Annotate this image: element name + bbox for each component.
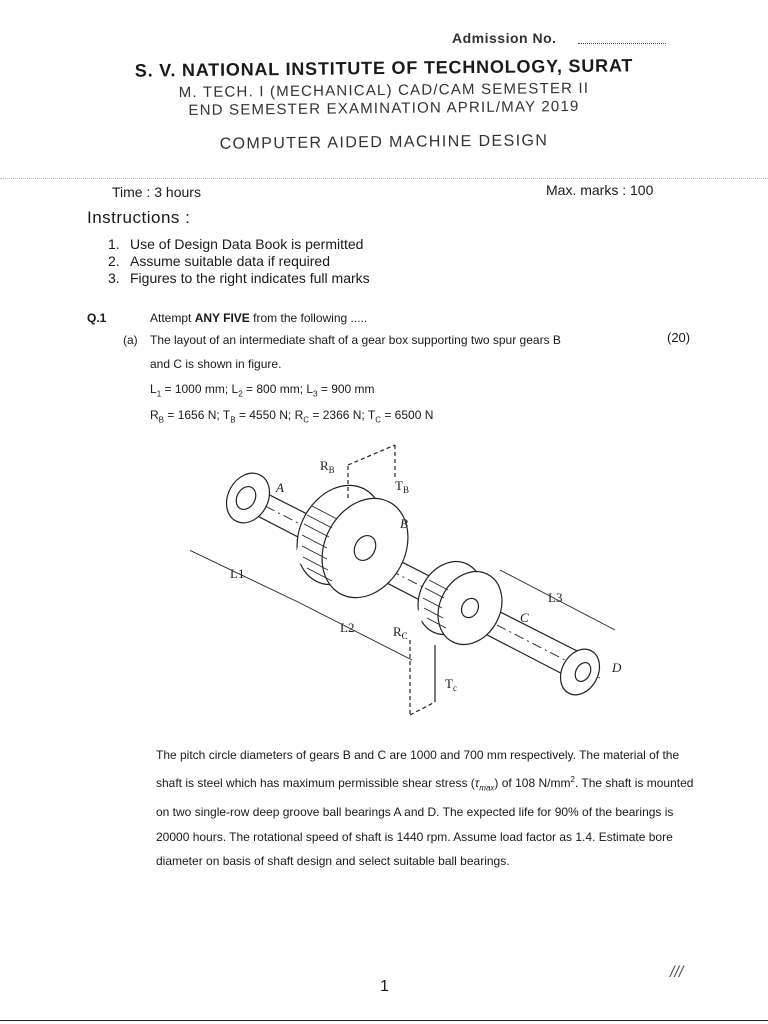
- label-l1: L1: [230, 566, 245, 581]
- given-lengths: $L_1 = 1000$ mm; $L_2 = 800$ mm; $L_3 = 900$ mm: [150, 382, 375, 399]
- length-l3: 900 mm: [331, 382, 375, 396]
- instruction-text: Use of Design Data Book is permitted: [130, 236, 364, 252]
- length-l2: 800 mm;: [256, 382, 304, 396]
- intro-text: Attempt: [150, 311, 195, 325]
- max-marks: Max. marks : 100: [546, 182, 654, 198]
- instruction-item: [108, 253, 370, 270]
- exam-duration: Time : 3 hours: [112, 184, 201, 200]
- admission-number-label: Admission No.: [452, 30, 557, 46]
- instructions-list: [108, 236, 370, 287]
- label-a: A: [276, 480, 284, 495]
- instruction-number: 2.: [108, 253, 120, 269]
- label-d: D: [612, 660, 622, 675]
- instruction-item: [108, 236, 370, 253]
- instructions-heading: Instructions :: [87, 208, 191, 227]
- handwritten-margin-mark: ///: [670, 964, 684, 981]
- instruction-text: Figures to the right indicates full marks: [130, 270, 370, 286]
- intro-emphasis: ANY FIVE: [194, 311, 250, 325]
- part-text: The layout of an intermediate shaft of a gear box supporting two spur gears B: [150, 333, 561, 347]
- force-tb: 4550 N;: [249, 408, 292, 422]
- subject-title: COMPUTER AIDED MACHINE DESIGN: [219, 132, 549, 153]
- label-c: C: [520, 610, 529, 625]
- page-bottom-rule: [0, 1020, 768, 1021]
- question-intro: [150, 311, 367, 325]
- question-paragraph: The pitch circle diameters of gears B and C are 1000 and 700 mm respectively. The material of the shaft is steel which has maximum permissible shear stress $(\tau_{max})$ of 108 $N/mm^2$. The shaft is mounted on two single-row deep groove ball bearings A and D. The expected life for 90% of the bearings is 20000 hours. The rotational speed of shaft is 1440 rpm. Assume load factor as 1.4. Estimate bore diameter on basis of shaft design and select suitable ball bearings.: [156, 748, 694, 869]
- paragraph-text: of 108 N/mm: [501, 775, 571, 790]
- length-l1: 1000 mm;: [174, 382, 229, 396]
- paragraph-text: The pitch circle diameters of gears B and C are 1000 and 700 mm respectively. The material of the shaft is steel which has maximum permissible shear stress: [156, 748, 680, 790]
- instruction-number: 3.: [108, 270, 120, 286]
- rc-leader: [410, 702, 435, 715]
- instruction-item: [108, 270, 370, 287]
- part-marks: (20): [667, 330, 691, 345]
- question-number: Q.1: [87, 311, 107, 325]
- page-number: 1: [380, 978, 389, 995]
- admission-number-blank: [578, 43, 666, 44]
- bearing-a: [218, 466, 278, 531]
- label-rc: $R_C$: [393, 624, 408, 641]
- instruction-text: Assume suitable data if required: [130, 253, 330, 269]
- course-line: M. TECH. I (MECHANICAL) CAD/CAM SEMESTER II: [178, 79, 590, 102]
- force-tc: 6500 N: [394, 408, 434, 422]
- shaft-diagram: [190, 440, 660, 730]
- scan-dotted-divider: [0, 178, 768, 179]
- force-rb: 1656 N;: [177, 408, 220, 422]
- institute-title: S. V. NATIONAL INSTITUTE OF TECHNOLOGY, SURAT: [134, 55, 634, 81]
- bearing-d: [553, 642, 607, 701]
- label-b: B: [400, 516, 408, 531]
- part-text-continued: and C is shown in figure.: [150, 357, 282, 371]
- label-l2: L2: [340, 620, 355, 635]
- shaft-layout-figure: [190, 440, 660, 730]
- shaft-edge-top: [250, 485, 585, 655]
- label-l3: L3: [548, 590, 563, 605]
- part-label: (a): [123, 333, 138, 347]
- given-forces: $R_B = 1656$ N; $T_B = 4550$ N; $R_C = 2366$ N; $T_C = 6500$ N: [150, 408, 434, 425]
- force-rc: 2366 N;: [322, 408, 365, 422]
- instruction-number: 1.: [108, 236, 120, 252]
- label-tb: $T_B$: [395, 478, 409, 495]
- paragraph-text: . The shaft is mounted on two single-row deep groove ball bearings A and D. The expected life for 90% of the bearings is 20000 hours. The rotational speed of shaft is 1440 rpm. Assume load factor as 1.4. Estimate bore diameter on basis of shaft design and select suitable ball bearings.: [156, 775, 694, 869]
- label-tc: $T_c$: [445, 676, 457, 693]
- exam-line: END SEMESTER EXAMINATION APRIL/MAY 2019: [188, 97, 580, 120]
- rb-leader: [348, 445, 395, 465]
- shaft-centerline: [230, 488, 600, 678]
- label-rb: $R_B$: [320, 458, 335, 475]
- intro-text: from the following .....: [249, 311, 368, 325]
